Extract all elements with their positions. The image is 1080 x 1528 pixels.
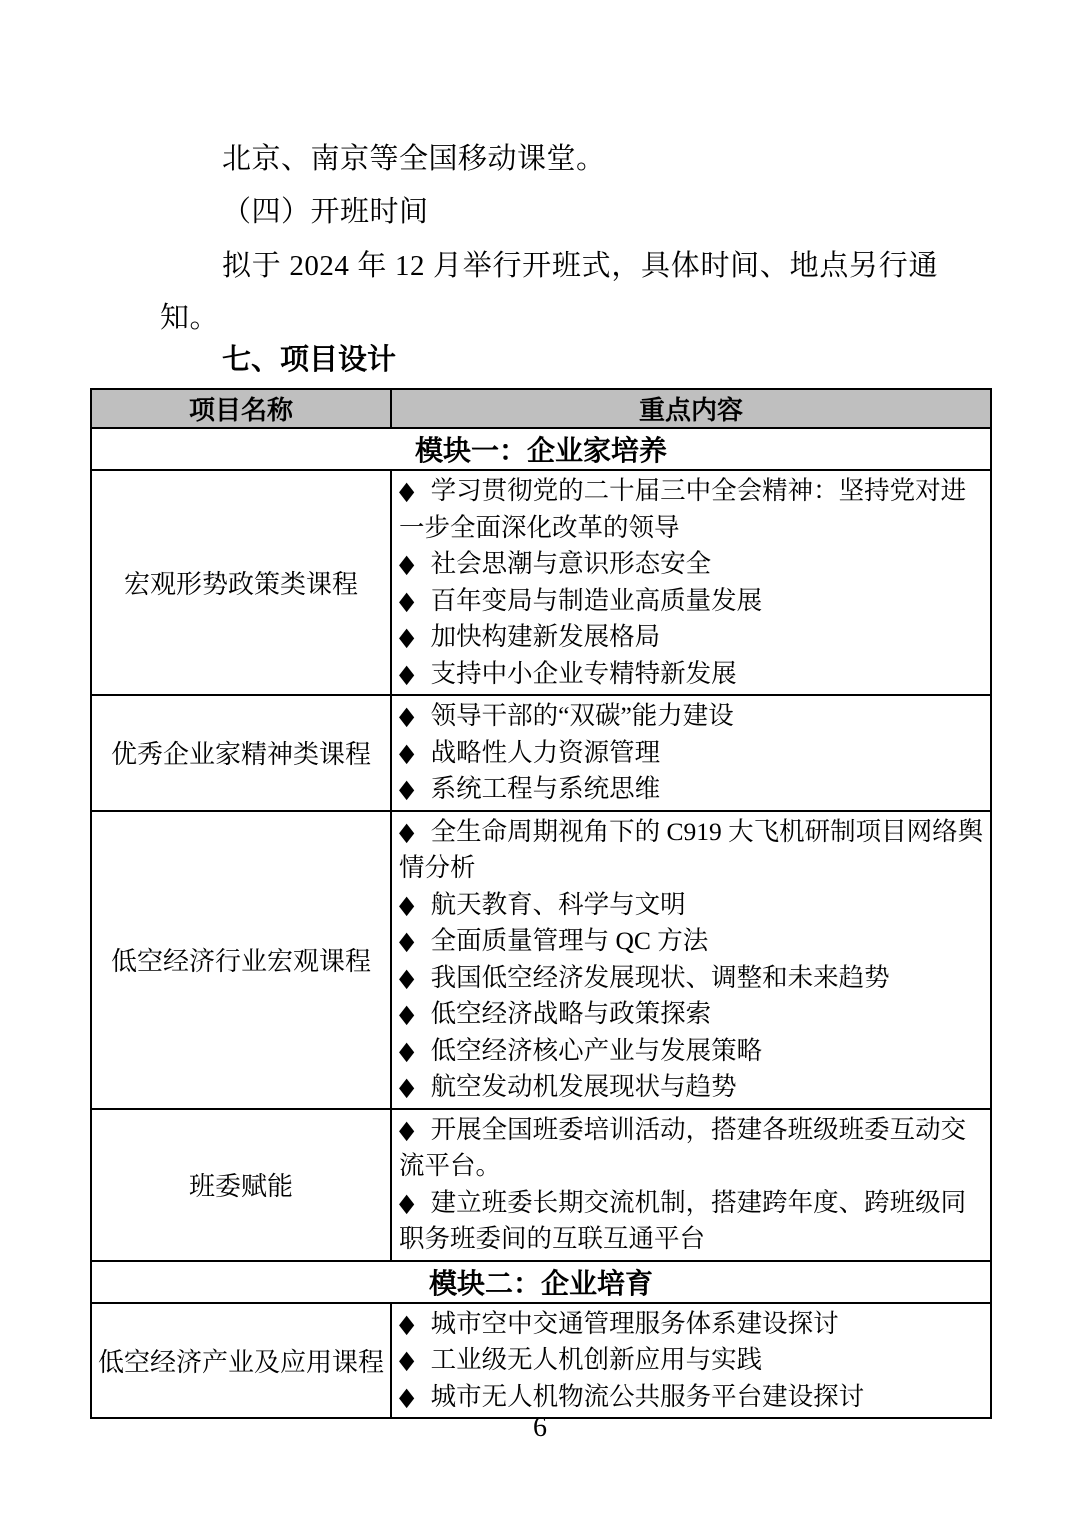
diamond-bullet-icon: ◆ (399, 476, 415, 505)
course-item: ◆ 航空发动机发展现状与趋势 (399, 1069, 988, 1106)
course-item: ◆ 低空经济战略与政策探索 (399, 996, 988, 1033)
module-header-row (91, 428, 991, 470)
diamond-bullet-icon: ◆ (399, 622, 415, 651)
table-row (91, 811, 991, 1109)
course-item: ◆ 战略性人力资源管理 (399, 735, 988, 772)
diamond-bullet-icon: ◆ (399, 701, 415, 730)
course-category-cell: 低空经济产业及应用课程 (91, 1303, 391, 1419)
course-item: ◆ 学习贯彻党的二十届三中全会精神：坚持党对进一步全面深化改革的领导 (399, 473, 988, 546)
course-items-cell (391, 1109, 991, 1261)
module-header-row (91, 1261, 991, 1303)
diamond-bullet-icon: ◆ (399, 1035, 415, 1065)
course-item: ◆ 支持中小企业专精特新发展 (399, 656, 988, 693)
course-items-cell (391, 1303, 991, 1419)
table-row (91, 470, 991, 695)
diamond-bullet-icon: ◆ (399, 1072, 415, 1101)
course-item: ◆ 全面质量管理与 QC 方法 (399, 923, 988, 960)
course-item: ◆ 全生命周期视角下的 C919 大飞机研制项目网络舆情分析 (399, 814, 988, 887)
course-category-cell: 宏观形势政策类课程 (91, 470, 391, 695)
course-category-cell: 优秀企业家精神类课程 (91, 695, 391, 811)
diamond-bullet-icon: ◆ (399, 737, 415, 767)
column-header-project-name: 项目名称 (91, 389, 391, 428)
course-item: ◆ 社会思潮与意识形态安全 (399, 546, 988, 583)
course-item: ◆ 建立班委长期交流机制，搭建跨年度、跨班级同职务班委间的互联互通平台 (399, 1185, 988, 1258)
diamond-bullet-icon: ◆ (399, 774, 415, 803)
diamond-bullet-icon: ◆ (399, 1345, 415, 1374)
table-header-row (91, 389, 991, 428)
table-body (91, 428, 991, 1418)
diamond-bullet-icon: ◆ (399, 999, 415, 1028)
course-item: ◆ 百年变局与制造业高质量发展 (399, 583, 988, 620)
course-item: ◆ 系统工程与系统思维 (399, 771, 988, 808)
table-row (91, 1303, 991, 1419)
course-items-cell (391, 470, 991, 695)
course-item: ◆ 城市无人机物流公共服务平台建设探讨 (399, 1379, 988, 1416)
section-seven-heading: 七、项目设计 (222, 344, 397, 376)
course-category-cell: 班委赋能 (91, 1109, 391, 1261)
table-row (91, 1109, 991, 1261)
table-row (91, 695, 991, 811)
diamond-bullet-icon: ◆ (399, 962, 415, 992)
paragraph-continuation: 北京、南京等全国移动课堂。 (222, 143, 606, 175)
diamond-bullet-icon: ◆ (399, 658, 415, 688)
module-header-cell: 模块一：企业家培养 (91, 428, 991, 470)
diamond-bullet-icon: ◆ (399, 549, 415, 578)
diamond-bullet-icon: ◆ (399, 585, 415, 615)
diamond-bullet-icon: ◆ (399, 1187, 415, 1217)
diamond-bullet-icon: ◆ (399, 1308, 415, 1338)
course-item: ◆ 开展全国班委培训活动，搭建各班级班委互动交流平台。 (399, 1112, 988, 1185)
project-design-table (90, 388, 992, 1419)
course-item: ◆ 工业级无人机创新应用与实践 (399, 1342, 988, 1379)
course-category-cell: 低空经济行业宏观课程 (91, 811, 391, 1109)
diamond-bullet-icon: ◆ (399, 1114, 415, 1144)
column-header-key-content: 重点内容 (391, 389, 991, 428)
diamond-bullet-icon: ◆ (399, 1381, 415, 1411)
course-item: ◆ 城市空中交通管理服务体系建设探讨 (399, 1306, 988, 1343)
diamond-bullet-icon: ◆ (399, 816, 415, 846)
diamond-bullet-icon: ◆ (399, 926, 415, 955)
course-item: ◆ 加快构建新发展格局 (399, 619, 988, 656)
section-four-heading: （四）开班时间 (222, 196, 429, 228)
course-item: ◆ 低空经济核心产业与发展策略 (399, 1033, 988, 1070)
page-number: 6 (533, 1412, 547, 1443)
module-header-cell: 模块二：企业培育 (91, 1261, 991, 1303)
paragraph-opening-time: 拟于 2024 年 12 月举行开班式，具体时间、地点另行通知。 (160, 250, 938, 334)
course-items-cell (391, 695, 991, 811)
course-items-cell (391, 811, 991, 1109)
course-item: ◆ 领导干部的“双碳”能力建设 (399, 698, 988, 735)
course-item: ◆ 我国低空经济发展现状、调整和未来趋势 (399, 960, 988, 997)
course-item: ◆ 航天教育、科学与文明 (399, 887, 988, 924)
diamond-bullet-icon: ◆ (399, 889, 415, 919)
